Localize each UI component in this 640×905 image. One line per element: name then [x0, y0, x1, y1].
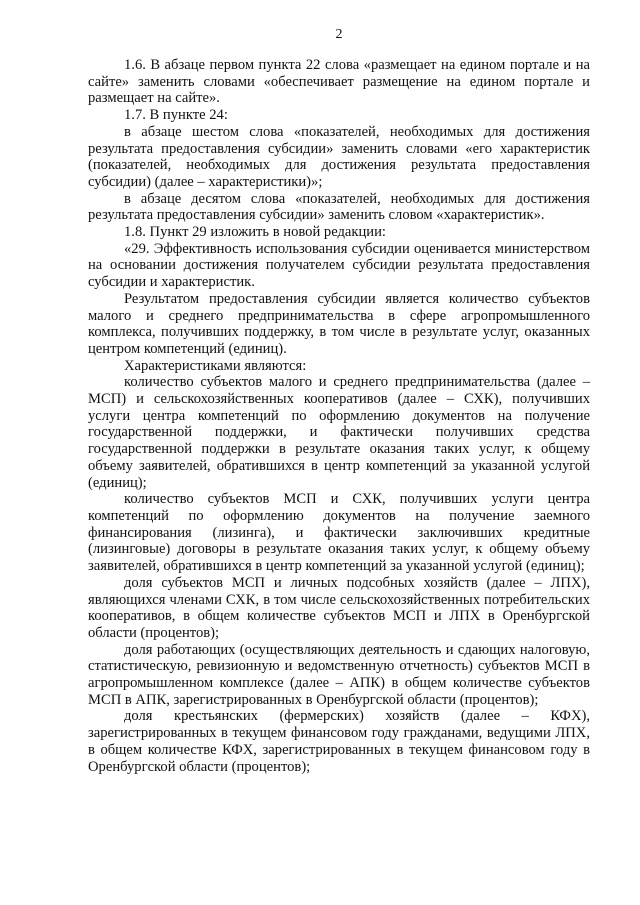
paragraph: 1.6. В абзаце первом пункта 22 слова «размещает на едином портале и на сайте» заменить словами «обеспечивает размещение на едином портале и размещает на сайте».	[88, 57, 590, 107]
paragraph: доля работающих (осуществляющих деятельность и сдающих налоговую, статистическую, ревизионную и ведомственную отчетность) субъектов МСП в агропромышленном комплексе (далее – АПК) в общем количестве субъектов МСП в АПК, зарегистрированных в Оренбургской области (процентов);	[88, 641, 590, 708]
paragraph: Характеристиками являются:	[124, 357, 307, 374]
paragraph: 1.8. Пункт 29 изложить в новой редакции:	[124, 224, 386, 241]
paragraph: доля крестьянских (фермерских) хозяйств (далее – КФХ), зарегистрированных в текущем финансовом году гражданами, ведущими ЛПХ, в общем количестве КФХ, зарегистрированных в текущем финансовом году в Оренбургской области (процентов);	[88, 708, 590, 775]
paragraph: 1.7. В пункте 24:	[124, 107, 228, 124]
paragraph: количество субъектов малого и среднего предпринимательства (далее – МСП) и сельскохозяйственных кооперативов (далее – СХК), получивших услуги центра компетенций по оформлению документов на получение государственной поддержки, и фактически получивших средства государственной поддержки в результате оказания таких услуг, к общему объему заявителей, обратившихся в центр компетенций за указанной услугой (единиц);	[88, 374, 590, 491]
page-number: 2	[335, 27, 343, 42]
paragraph: «29. Эффективность использования субсидии оценивается министерством на основании достижения получателем субсидии результата предоставления субсидии и характеристик.	[88, 240, 590, 291]
paragraph: в абзаце шестом слова «показателей, необходимых для достижения результата предоставления субсидии» заменить словами «его характеристик (показателей, необходимых для достижения результата предоставления субсидии) (далее – характеристики)»;	[88, 123, 590, 190]
paragraph: в абзаце десятом слова «показателей, необходимых для достижения результата предоставления субсидии» заменить словом «характеристик».	[88, 190, 590, 224]
paragraph: Результатом предоставления субсидии является количество субъектов малого и среднего предпринимательства в сфере агропромышленного комплекса, получивших поддержку, в том числе в результате услуг, оказанных центром компетенций (единиц).	[88, 290, 590, 357]
paragraph: доля субъектов МСП и личных подсобных хозяйств (далее – ЛПХ), являющихся членами СХК, в том числе сельскохозяйственных потребительских кооперативов, в общем количестве субъектов МСП и ЛПХ в Оренбургской области (процентов);	[88, 574, 590, 641]
document-page	[88, 0, 590, 905]
paragraph: количество субъектов МСП и СХК, получивших услуги центра компетенций по оформлению документов на получение заемного финансирования (лизинга), и фактически заключивших кредитные (лизинговые) договоры в результате оказания таких услуг, к общему объему заявителей, обратившихся в центр компетенций за указанной услугой (единиц);	[88, 491, 590, 575]
document-body	[88, 57, 590, 775]
